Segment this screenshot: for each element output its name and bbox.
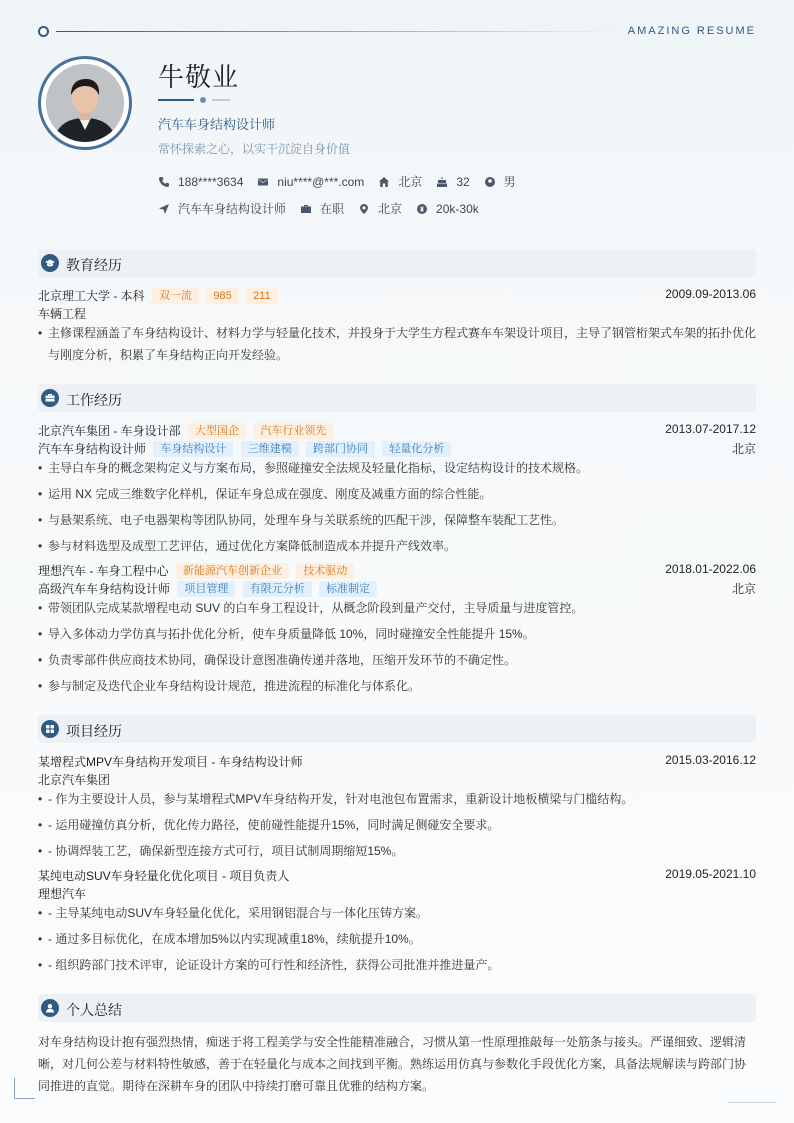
target-city-item <box>358 200 402 217</box>
projects-section-title: 项目经历 <box>66 723 122 739</box>
company-name: 北京汽车集团 - 车身设计部 <box>38 424 181 438</box>
send-icon <box>158 203 170 215</box>
position-name: 高级汽车车身结构设计师 <box>38 582 171 596</box>
target-job-text: 汽车车身结构设计师 <box>178 202 287 216</box>
city-item <box>378 173 422 190</box>
age-item <box>436 175 469 189</box>
skill-tag: 项目管理 <box>177 581 235 597</box>
school-tag: 985 <box>206 288 238 304</box>
phone-item <box>158 175 243 189</box>
grid-icon <box>41 720 59 738</box>
corner-ornament <box>14 1078 35 1099</box>
job-intent-row <box>158 200 493 217</box>
school-name: 北京理工大学 - 本科 <box>38 289 145 303</box>
work-section-header <box>38 384 756 412</box>
company-tag: 新能源汽车创新企业 <box>176 563 289 579</box>
education-section-header <box>38 249 756 277</box>
skill-tag: 有限元分析 <box>243 581 312 597</box>
graduation-cap-icon <box>41 254 59 272</box>
target-city-text: 北京 <box>378 202 403 216</box>
education-major: 车辆工程 <box>38 307 87 321</box>
company-tag: 大型国企 <box>188 423 246 439</box>
name-underline-ornament <box>158 96 238 104</box>
status-text: 在职 <box>320 202 345 216</box>
project-org: 北京汽车集团 <box>38 773 111 787</box>
company-name: 理想汽车 - 车身工程中心 <box>38 564 169 578</box>
projects-section-header <box>38 715 756 743</box>
school-tag: 双一流 <box>152 288 199 304</box>
target-job-item <box>158 200 286 217</box>
home-icon <box>378 176 390 188</box>
work-position-row <box>38 440 756 457</box>
work-section-title: 工作经历 <box>66 392 122 408</box>
motto: 常怀探索之心，以实干沉淀自身价值 <box>158 142 351 156</box>
work-date: 2018.01-2022.06 <box>665 562 756 576</box>
project-date: 2019.05-2021.10 <box>665 867 756 881</box>
footer-line-ornament <box>728 1102 776 1103</box>
email-text: niu****@***.com <box>277 174 365 189</box>
job-title: 汽车车身结构设计师 <box>158 117 276 132</box>
education-school-row <box>38 287 756 304</box>
education-date: 2009.09-2013.06 <box>665 287 756 301</box>
skill-tag: 车身结构设计 <box>153 441 233 457</box>
skill-tag: 标准制定 <box>319 581 377 597</box>
header-divider-line <box>56 31 616 32</box>
brand-label: AMAZING RESUME <box>627 25 756 37</box>
work-location: 北京 <box>731 582 756 596</box>
cake-icon <box>436 176 448 188</box>
location-pin-icon <box>358 203 370 215</box>
work-position-row <box>38 580 756 597</box>
company-tag: 技术驱动 <box>296 563 354 579</box>
summary-text: 对车身结构设计抱有强烈热情，痴迷于将工程美学与安全性能精准融合，习惯从第一性原理推敲每一处筋条与接头。严谨细致、逻辑清晰，对几何公差与材料特性敏感，善于在轻量化与成本之间找到平衡。熟练运用仿真与参数化手段优化方案，具备法规解读与跨部门协同推进的直觉。期待在深耕车身的团队中持续打磨可靠且优雅的结构方案。 <box>38 1035 747 1093</box>
school-tag: 211 <box>246 288 278 304</box>
age-text: 32 <box>456 174 470 189</box>
phone-icon <box>158 176 170 188</box>
summary-section-title: 个人总结 <box>66 1002 122 1018</box>
skill-tag: 三维建模 <box>241 441 299 457</box>
work-company-row <box>38 422 756 439</box>
work-company-row <box>38 562 756 579</box>
email-item <box>257 175 364 189</box>
position-name: 汽车车身结构设计师 <box>38 442 147 456</box>
project-org: 理想汽车 <box>38 887 87 901</box>
status-item <box>300 200 344 217</box>
summary-section-header <box>38 994 756 1022</box>
avatar <box>46 64 124 142</box>
avatar-portrait-icon <box>46 64 124 142</box>
briefcase-icon <box>300 203 312 215</box>
salary-item <box>416 202 479 216</box>
project-title: 某增程式MPV车身结构开发项目 - 车身结构设计师 <box>38 755 303 769</box>
mail-icon <box>257 176 269 188</box>
project-title-row <box>38 753 756 770</box>
candidate-name: 牛敬业 <box>158 63 240 93</box>
salary-text: 20k-30k <box>436 201 479 216</box>
work-location: 北京 <box>731 442 756 456</box>
project-date: 2015.03-2016.12 <box>665 753 756 767</box>
contact-info-row <box>158 173 530 190</box>
avatar-frame <box>38 56 132 150</box>
education-section-title: 教育经历 <box>66 257 122 273</box>
phone-text: 188****3634 <box>178 174 244 189</box>
skill-tag: 跨部门协同 <box>306 441 375 457</box>
project-title: 某纯电动SUV车身轻量化优化项目 - 项目负责人 <box>38 869 290 883</box>
user-circle-icon <box>484 176 496 188</box>
project-title-row <box>38 867 756 884</box>
skill-tag: 轻量化分析 <box>382 441 451 457</box>
user-icon <box>41 999 59 1017</box>
gender-item <box>484 173 516 190</box>
gender-text: 男 <box>503 175 516 189</box>
company-tag: 汽车行业领先 <box>253 423 333 439</box>
briefcase-icon <box>41 389 59 407</box>
money-icon <box>416 203 428 215</box>
city-text: 北京 <box>398 175 423 189</box>
header-circle-ornament <box>38 26 49 37</box>
work-date: 2013.07-2017.12 <box>665 422 756 436</box>
